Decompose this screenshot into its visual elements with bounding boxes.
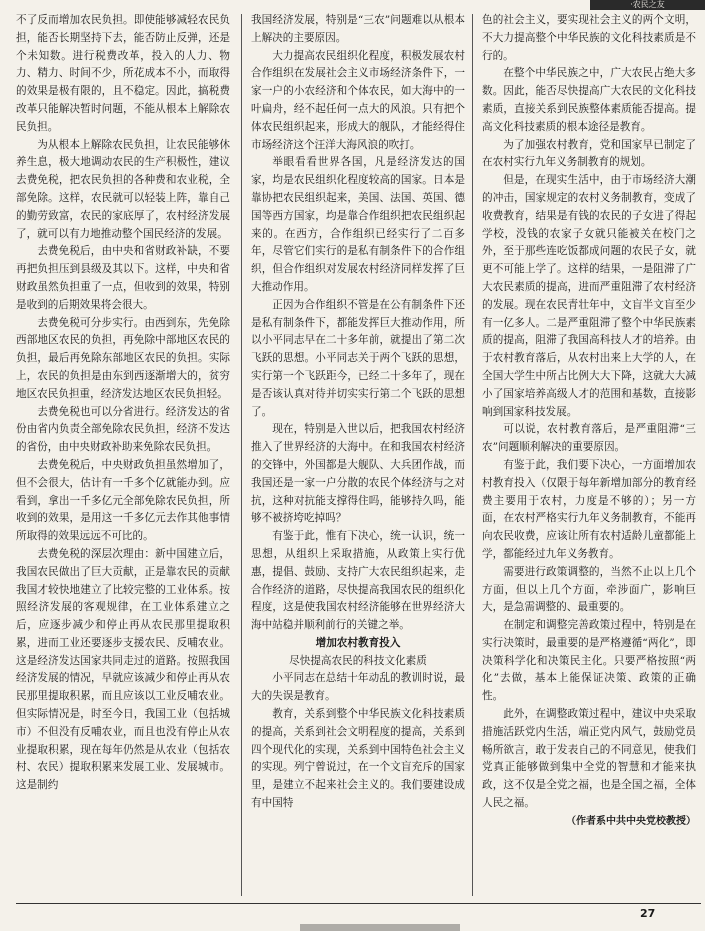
paragraph: 有鉴于此，惟有下决心，统一认识，统一思想，从组织上采取措施，从政策上实行优惠，提倡、鼓励、支持广大农民组织起来，走合作经济的道路，尽快提高我国农民的组织化程度，这是使我国农村经济能够在世界经济大海中站稳并顺利前行的关键之举。 xyxy=(251,530,465,632)
paragraph: 现在，特别是入世以后，把我国农村经济推入了世界经济的大海中。在和我国农村经济的交锋中，外国都是大舰队、大兵团作战，而我国还是一家一户分散的农民个体经济与之对抗，这种对抗能支撑得住吗，能够持久吗，能够不被挤垮吃掉吗？ xyxy=(251,423,465,525)
paragraph: 为了加强农村教育，党和国家早已制定了在农村实行九年义务制教育的规划。 xyxy=(482,138,696,169)
paragraph: 去费免税也可以分省进行。经济发达的省份由省内负责全部免除农民负担，经济不发达的省份，由中央财政补助来免除农民负担。 xyxy=(16,405,230,454)
paragraph: 为从根本上解除农民负担，让农民能够休养生息，极大地调动农民的生产积极性，建议去费免税，把农民负担的各种费和农业税，全部免除。这样，农民就可以轻装上阵，靠自己的勤劳致富，农民的家底厚了，农村经济发展了，就可以有力地推动整个国民经济的发展。 xyxy=(16,138,230,240)
paragraph: 去费免税后，中央财政负担虽然增加了，但不会很大，估计有一千多个亿就能办到。应看到，拿出一千多亿元全部免除农民负担，所收到的效果，是用这一千多亿元去作其他事情所取得的效果远远不可比的。 xyxy=(16,458,230,543)
paragraph: 在制定和调整完善政策过程中，特别是在实行决策时，最重要的是严格遵循“两化”，即决策科学化和决策民主化。只要严格按照“两化”去做，基本上能保证决策、政策的正确性。 xyxy=(482,619,696,703)
text-column-2 xyxy=(251,12,465,900)
paragraph: 举眼看看世界各国，凡是经济发达的国家，均是农民组织化程度较高的国家。日本是靠协把农民组织起来，美国、法国、英国、德国等西方国家，均是靠合作组织把农民组织起来的。在西方，合作组织已经实行了二百多年，尽管它们实行的是私有制条件下的合作组织，但合作组织对发展农村经济同样发挥了巨大推动作用。 xyxy=(251,156,465,293)
column-divider xyxy=(241,14,242,896)
paragraph: 但是，在现实生活中，由于市场经济大潮的冲击，国家规定的农村义务制教育，变成了收费教育，结果是有钱的农民的子女进了得起学校，没钱的农家子女就只能被关在校门之外，至于那些连吃饭都成问题的农民子女，就更不可能上学了。这样的结果，一是阻滞了广大农民素质的提高，进而严重阻滞了农村经济的发展。现在农民青壮年中，文盲半文盲至少有一亿多人。二是严重阻滞了整个中华民族素质的提高，阻滞了我国高科技人才的培养。由于农村教育落后，从农村出来上大学的人，在全国大学生中所占比例大大下降，这就大大减小了国家培养高级人才的范围和基数，直接影响到国家科技发展。 xyxy=(482,174,696,418)
author-note: （作者系中共中央党校教授） xyxy=(566,815,696,827)
bottom-bleed-mark xyxy=(300,924,460,931)
page-number: 27 xyxy=(640,907,656,920)
paragraph: 色的社会主义，要实现社会主义的两个文明，不大力提高整个中华民族的文化科技素质是不行的。 xyxy=(482,14,696,62)
paragraph: 去费免税后，由中央和省财政补缺，不要再把负担压到县级及其以下。这样，中央和省财政虽然负担重了一点，但收到的效果，特别是收到的后期效果将会很大。 xyxy=(16,245,230,311)
section-heading: 增加农村教育投入 xyxy=(315,636,401,649)
text-column-3 xyxy=(482,12,696,900)
section-subheading: 尽快提高农民的科技文化素质 xyxy=(289,654,427,667)
paragraph: 去费免税可分步实行。由西到东，先免除西部地区农民的负担，再免除中部地区农民的负担，最后再免除东部地区农民的负担。实际上，农民的负担是由东到西逐渐增大的，贫穷地区农民负担重，经济发达地区农民负担轻。 xyxy=(16,316,230,400)
paragraph: 需要进行政策调整的，当然不止以上几个方面，但以上几个方面，牵涉面广，影响巨大，是急需调整的、最重要的。 xyxy=(482,565,696,614)
paragraph: 在整个中华民族之中，广大农民占绝大多数。因此，能否尽快提高广大农民的文化科技素质，直接关系到民族整体素质能否提高。提高文化科技素质的根本途径是教育。 xyxy=(482,67,696,133)
header-tab: ·农民之友 xyxy=(590,0,705,10)
paragraph: 大力提高农民组织化程度，积极发展农村合作组织在发展社会主义市场经济条件下，一家一户的小农经济和个体农民，如大海中的一叶扁舟，经不起任何一点大的风浪。只有把个体农民组织起来，形成大的舰队，才能经得住市场经济这个汪洋大海风浪的吹打。 xyxy=(251,49,465,151)
paragraph: 去费免税的深层次理由：新中国建立后，我国农民做出了巨大贡献，正是靠农民的贡献我国才较快地建立了比较完整的工业体系。按照经济发展的客观规律，在工业体系建立之后，应逐步减少和停止再从农民那里提取积累，进而工业还要逐步支援农民、反哺农业。这是经济发达国家共同走过的道路。按照我国经济发展的情况，早就应该减少和停止再从农民那里提取积累，而且应该以工业反哺农业。但实际情况是，时至今日，我国工业（包括城市）不但没有反哺农业，而且也没有停止从农业提取积累，现在每年仍然是从农业（包括农村、农民）提取积累来发展工业、发展城市。这是制约 xyxy=(16,547,230,792)
paragraph: 我国经济发展，特别是“三农”问题难以从根本上解决的主要原因。 xyxy=(251,14,465,44)
paragraph: 不了反而增加农民负担。即使能够减轻农民负担，能否长期坚持下去，能否防止反弹，还是个未知数。进行税费改革，投入的人力、物力、精力、时间不少，所花成本不小，而取得的效果是极有限的，且不稳定。因此，搞税费改革只能解决暂时问题，不能从根本上解除农民负担。 xyxy=(16,14,230,133)
text-column-1 xyxy=(16,12,230,900)
footer-rule xyxy=(16,903,701,904)
paragraph: 有鉴于此，我们要下决心，一方面增加农村教育投入（仅限于每年新增加部分的教育经费主要用于农村，力度是不够的）；另一方面，在农村严格实行九年义务制教育，不能再向农民收费，应该让所有农村适龄儿童都能上学，都能经过九年义务教育。 xyxy=(482,458,696,560)
paragraph: 教育，关系到整个中华民族文化科技素质的提高，关系到社会文明程度的提高，关系到四个现代化的实现，关系到中国特色社会主义的实现。列宁曾说过，在一个文盲充斥的国家里，是建立不起来社会主义的。我们要建设成有中国特 xyxy=(251,708,465,810)
column-divider xyxy=(472,14,473,896)
paragraph: 小平同志在总结十年动乱的教训时说，最大的失误是教育。 xyxy=(251,672,465,703)
paragraph: 可以说，农村教育落后，是严重阻滞“三农”问题顺利解决的重要原因。 xyxy=(482,423,696,454)
paragraph: 此外，在调整政策过程中，建议中央采取措施活跃党内生活，端正党内风气，鼓励党员畅所欲言，敢于发表自己的不同意见，使我们党真正能够做到集中全党的智慧和才能来执政，这不仅是全党之福，也是全国之福，全体人民之福。 xyxy=(482,708,696,810)
paragraph: 正因为合作组织不管是在公有制条件下还是私有制条件下，都能发挥巨大推动作用，所以小平同志早在二十多年前，就提出了第二次飞跃的思想。小平同志关于两个飞跃的思想，实行第一个飞跃距今，已经二十多年了，现在是否该认真对待并切实实行第二个飞跃的思想了。 xyxy=(251,298,465,418)
